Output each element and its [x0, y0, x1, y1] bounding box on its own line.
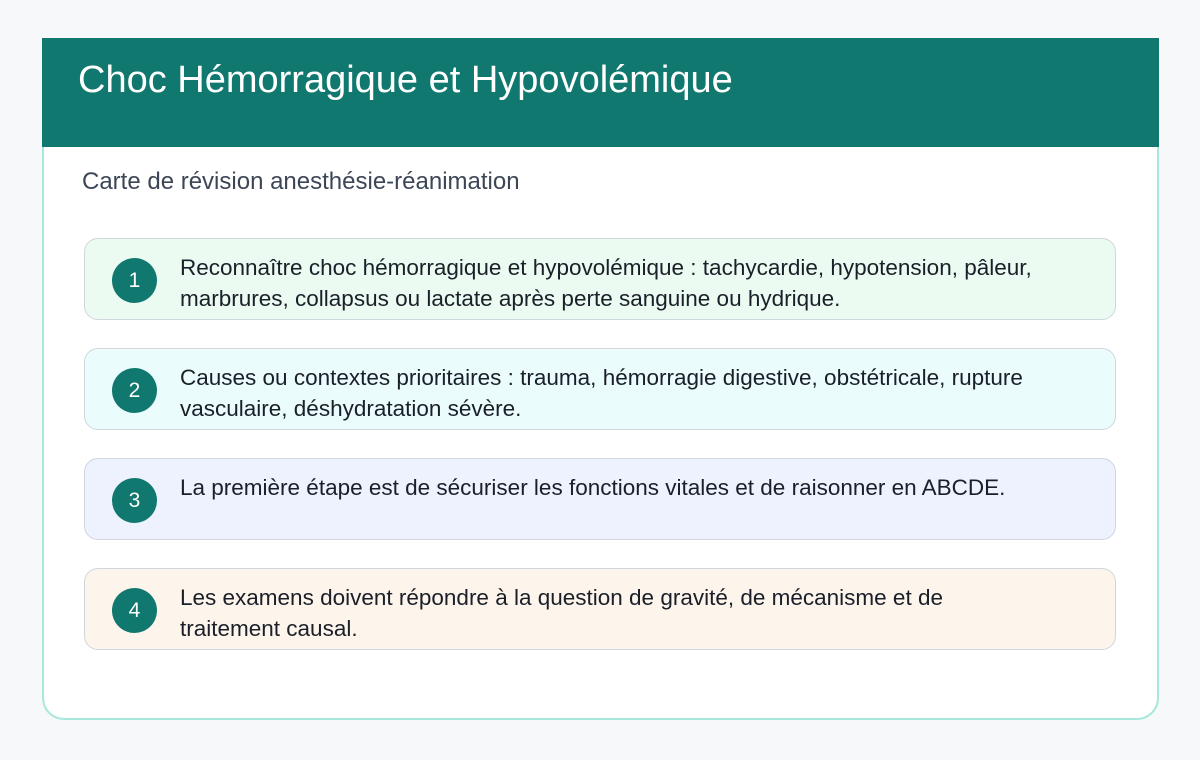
item-number-badge: 4: [112, 588, 157, 633]
item-number-badge: 2: [112, 368, 157, 413]
page-title: Choc Hémorragique et Hypovolémique: [78, 59, 733, 101]
item-number-badge: 3: [112, 478, 157, 523]
item-text: Causes ou contextes prioritaires : trauma, hémorragie digestive, obstétricale, rupture vasculaire, déshydratation sévère.: [180, 365, 1023, 421]
list-item: [84, 348, 1116, 430]
item-number-badge: 1: [112, 258, 157, 303]
card-subtitle: Carte de révision anesthésie-réanimation: [82, 168, 520, 195]
item-text: La première étape est de sécuriser les fonctions vitales et de raisonner en ABCDE.: [180, 475, 1006, 500]
list-item: [84, 458, 1116, 540]
item-text: Les examens doivent répondre à la question de gravité, de mécanisme et de traitement causal.: [180, 585, 943, 641]
item-text: Reconnaître choc hémorragique et hypovolémique : tachycardie, hypotension, pâleur, marbrures, collapsus ou lactate après perte sanguine ou hydrique.: [180, 255, 1032, 311]
list-item: [84, 568, 1116, 650]
list-item: [84, 238, 1116, 320]
card-header: [42, 38, 1159, 147]
